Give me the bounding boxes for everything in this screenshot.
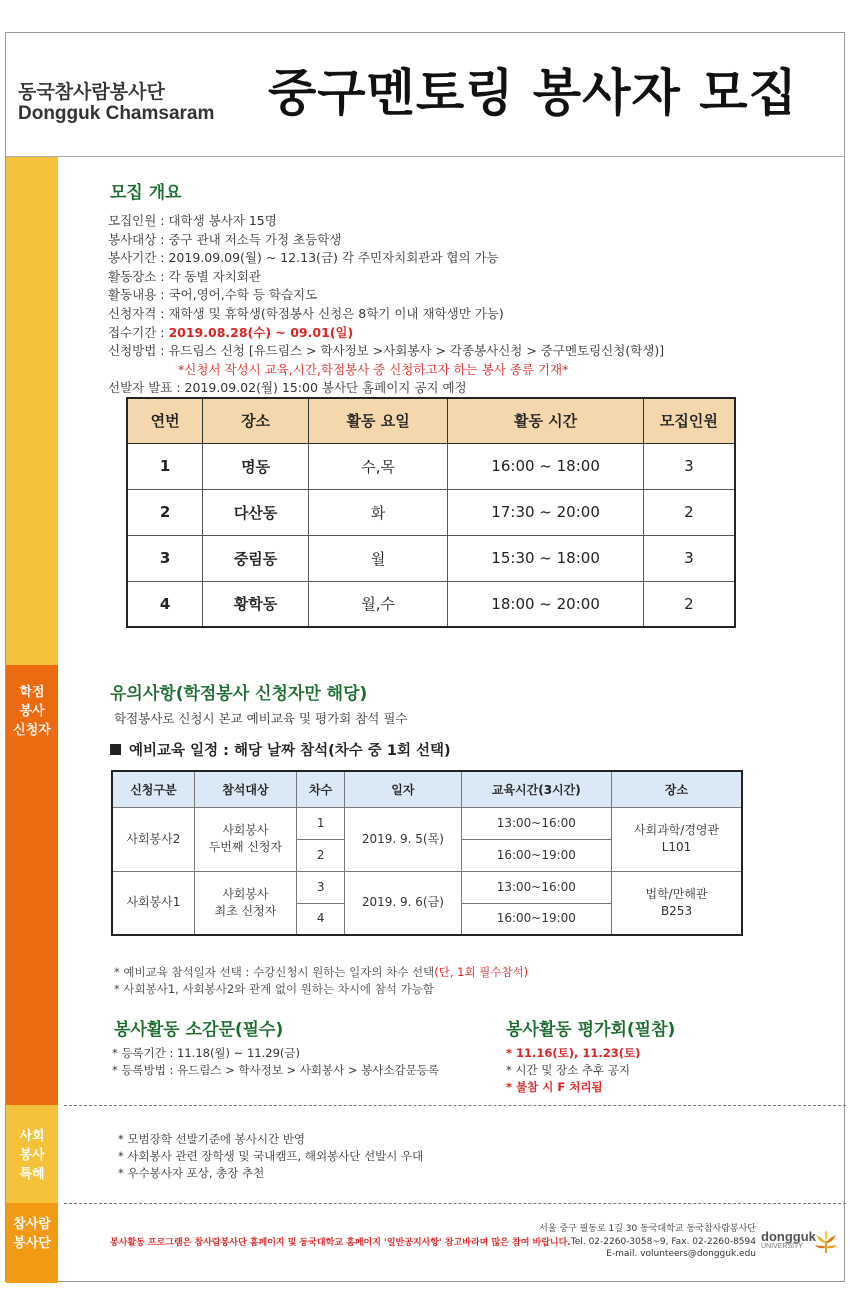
overview-info — [108, 212, 664, 398]
logo-sub: UNIVERSITY — [761, 1243, 804, 1250]
side-bar-credit — [6, 665, 58, 1105]
cell-time: 16:00~19:00 — [461, 839, 611, 871]
cell-count: 3 — [643, 535, 735, 581]
essay-title: 봉사활동 소감문(필수) — [114, 1020, 284, 1040]
cell-round: 3 — [297, 871, 345, 903]
education-notes — [114, 964, 528, 998]
col-header: 차수 — [297, 771, 345, 807]
side-label-line: 참사람 — [13, 1217, 51, 1232]
place-line: 사회과학/경영관 — [633, 823, 720, 837]
period-value: 2019.08.28(수) ~ 09.01(일) — [168, 324, 354, 340]
overview-line: 신청자격 : 재학생 및 휴학생(학점봉사 신청은 8학기 이내 재학생만 가능) — [108, 305, 504, 321]
overview-line: 봉사기간 : 2019.09.09(월) ~ 12.13(금) 각 주민자치회관과 협의 가능 — [108, 250, 499, 266]
overview-line: 봉사대상 : 중구 관내 저소득 가정 초등학생 — [108, 231, 342, 247]
cell-round: 4 — [297, 903, 345, 935]
benefit-line: * 우수봉사자 포상, 총장 추천 — [118, 1166, 265, 1180]
side-label-line: 학점 — [19, 685, 45, 700]
cell-place: 명동 — [203, 443, 309, 489]
schedule-title-text: 예비교육 일정 : 해당 날짜 참석(차수 중 1회 선택) — [129, 743, 451, 759]
square-bullet-icon — [110, 744, 121, 755]
benefit-list — [118, 1131, 423, 1182]
table-row — [127, 443, 735, 489]
place-line: L101 — [661, 840, 692, 854]
cell-no: 4 — [127, 581, 203, 627]
cell-time: 13:00~16:00 — [461, 807, 611, 839]
footer-address — [511, 1223, 756, 1261]
lotus-icon — [813, 1229, 839, 1255]
edu-note-line — [114, 964, 528, 981]
col-header: 장소 — [612, 771, 742, 807]
cell-no: 2 — [127, 489, 203, 535]
cell-place: 다산동 — [203, 489, 309, 535]
side-bar-benefit — [6, 1105, 58, 1203]
cell-no: 3 — [127, 535, 203, 581]
place-line: 법학/만해관 — [645, 886, 708, 901]
essay-line: * 등록기간 : 11.18(월) ~ 11.29(금) — [112, 1046, 300, 1060]
cell-date: 2019. 9. 5(목) — [345, 807, 461, 871]
poster-frame — [5, 32, 845, 1282]
target-line: 사회봉사 — [222, 823, 269, 837]
table-row — [127, 535, 735, 581]
cell-category: 사회봉사2 — [112, 807, 194, 871]
cell-time: 17:30 ~ 20:00 — [448, 489, 643, 535]
evaluation-list — [506, 1045, 640, 1096]
cell-time: 15:30 ~ 18:00 — [448, 535, 643, 581]
place-line: B253 — [660, 903, 693, 918]
schedule-title — [110, 739, 451, 760]
cell-time: 16:00 ~ 18:00 — [448, 443, 643, 489]
cell-time: 16:00~19:00 — [461, 903, 611, 935]
table-row — [112, 807, 742, 839]
table-row — [127, 581, 735, 627]
table-row — [127, 489, 735, 535]
header — [6, 33, 844, 157]
cell-time: 18:00 ~ 20:00 — [448, 581, 643, 627]
page-title: 중구멘토링 봉사자 모집 — [268, 64, 798, 122]
footer-message: 봉사활동 프로그램은 참사람봉사단 홈페이지 및 동국대학교 홈페이지 '일반공지사항' 참고바라며 많은 참여 바랍니다. — [110, 1238, 571, 1248]
overview-line: 모집인원 : 대학생 봉사자 15명 — [108, 213, 277, 228]
cell-place — [612, 871, 742, 935]
cell-day: 수,목 — [308, 443, 448, 489]
dongguk-logo — [761, 1231, 816, 1250]
target-line: 최초 신청자 — [214, 903, 277, 918]
col-header: 신청구분 — [112, 771, 194, 807]
announce-line: 선발자 발표 : 2019.09.02(월) 15:00 봉사단 홈페이지 공지 예정 — [108, 380, 467, 396]
caution-title: 유의사항(학점봉사 신청자만 해당) — [110, 684, 368, 704]
divider — [64, 1203, 846, 1204]
cell-day: 화 — [308, 489, 448, 535]
logo-word: dongguk — [761, 1229, 816, 1244]
essay-line: * 등록방법 : 유드림스 > 학사정보 > 사회봉사 > 봉사소감문등록 — [112, 1063, 439, 1077]
cell-day: 월 — [308, 535, 448, 581]
cell-category: 사회봉사1 — [112, 871, 194, 935]
email-line: E-mail. volunteers@dongguk.edu — [606, 1249, 756, 1259]
application-method: 신청방법 : 유드림스 신청 [유드림스 > 학사정보 >사회봉사 > 각종봉사신청 > 중구멘토링신청(학생)] — [108, 343, 665, 359]
tel-line: Tel. 02-2260-3058~9, Fax. 02-2260-8594 — [570, 1236, 756, 1247]
org-name-kr: 동국참사람봉사단 — [18, 81, 165, 103]
cell-date: 2019. 9. 6(금) — [345, 871, 461, 935]
col-header: 참석대상 — [194, 771, 296, 807]
side-label-line: 봉사단 — [13, 1236, 51, 1251]
col-header: 일자 — [345, 771, 461, 807]
cell-count: 2 — [643, 581, 735, 627]
side-label-line: 특혜 — [19, 1167, 45, 1182]
target-line: 사회봉사 — [222, 886, 269, 901]
org-name-en: Dongguk Chamsaram — [18, 103, 215, 124]
col-header: 연번 — [127, 398, 203, 443]
target-line: 두번째 신청자 — [208, 840, 283, 854]
application-period — [108, 324, 664, 343]
education-table — [111, 770, 743, 936]
col-header: 활동 시간 — [448, 398, 643, 443]
side-label-line: 신청자 — [13, 723, 51, 738]
side-label-line: 봉사 — [19, 704, 45, 719]
cell-count: 3 — [643, 443, 735, 489]
cell-round: 1 — [297, 807, 345, 839]
address-line: 서울 중구 필동로 1길 30 동국대학교 동국참사람봉사단 — [539, 1224, 756, 1234]
col-header: 활동 요일 — [308, 398, 448, 443]
divider — [64, 1105, 846, 1106]
overview-line: 활동내용 : 국어,영어,수학 등 학습지도 — [108, 287, 318, 303]
caution-text: 학점봉사로 신청시 본교 예비교육 및 평가회 참석 필수 — [114, 711, 408, 726]
edu-note-line: * 사회봉사1, 사회봉사2와 관계 없이 원하는 차시에 참석 가능함 — [114, 982, 434, 996]
evaluation-notice: * 시간 및 장소 추후 공지 — [506, 1063, 631, 1077]
cell-time: 13:00~16:00 — [461, 871, 611, 903]
evaluation-date: * 11.16(토), 11.23(토) — [506, 1046, 641, 1060]
side-bar-overview — [6, 157, 58, 665]
cell-count: 2 — [643, 489, 735, 535]
cell-round: 2 — [297, 839, 345, 871]
col-header: 장소 — [203, 398, 309, 443]
side-bar-corps — [6, 1203, 58, 1283]
edu-note-red: (단, 1회 필수참석) — [434, 965, 529, 979]
cell-place: 중림동 — [203, 535, 309, 581]
period-label: 접수기간 : — [108, 324, 169, 340]
benefit-line: * 사회봉사 관련 장학생 및 국내캠프, 해외봉사단 선발시 우대 — [118, 1149, 424, 1163]
cell-target — [194, 871, 296, 935]
side-label-line: 사회 — [19, 1129, 45, 1144]
method-note: *신청서 작성시 교육,시간,학점봉사 중 신청하고자 하는 봉사 종류 기재* — [178, 361, 569, 377]
essay-list — [112, 1045, 439, 1079]
benefit-line: * 모범장학 선발기준에 봉사시간 반영 — [118, 1132, 306, 1146]
edu-note-text: * 예비교육 참석일자 선택 : 수강신청시 원하는 일자의 차수 선택 — [114, 965, 435, 979]
overview-line: 활동장소 : 각 동별 자치회관 — [108, 268, 261, 284]
evaluation-warning: * 불참 시 F 처리됨 — [506, 1080, 603, 1094]
side-label-line: 봉사 — [19, 1148, 45, 1163]
cell-place: 황학동 — [203, 581, 309, 627]
table-row — [112, 871, 742, 903]
evaluation-title: 봉사활동 평가회(필참) — [506, 1020, 676, 1040]
col-header: 교육시간(3시간) — [461, 771, 611, 807]
cell-target — [194, 807, 296, 871]
location-table — [126, 397, 736, 628]
cell-place — [612, 807, 742, 871]
overview-title: 모집 개요 — [110, 183, 182, 203]
cell-no: 1 — [127, 443, 203, 489]
col-header: 모집인원 — [643, 398, 735, 443]
cell-day: 월,수 — [308, 581, 448, 627]
